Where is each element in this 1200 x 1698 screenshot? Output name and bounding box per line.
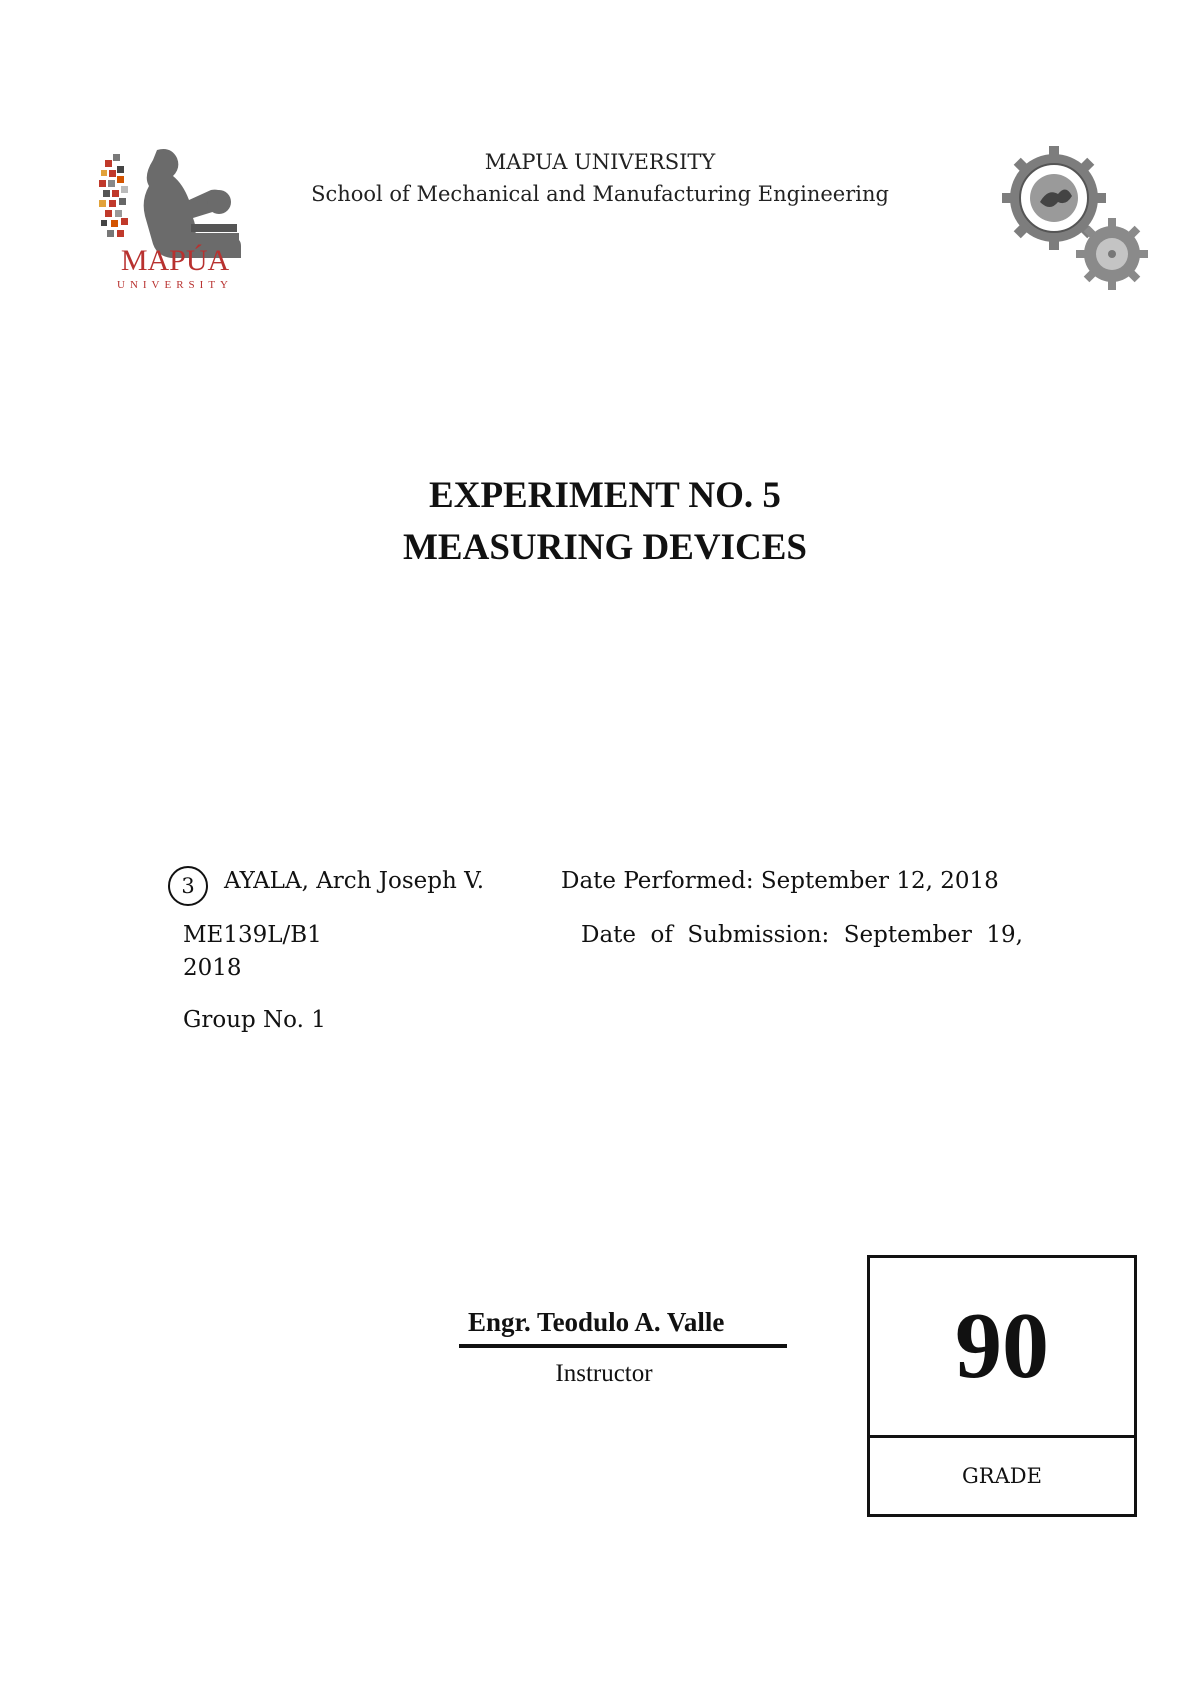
university-name: MAPUA UNIVERSITY	[484, 150, 716, 174]
date-submission-word: Submission:	[687, 922, 830, 948]
grade-label: GRADE	[962, 1464, 1042, 1488]
signature-line	[459, 1344, 787, 1348]
department-seal	[1002, 146, 1150, 294]
experiment-title	[300, 470, 910, 574]
mapua-logo-icon	[95, 140, 255, 300]
university-heading	[300, 146, 900, 210]
svg-text:UNIVERSITY: UNIVERSITY	[117, 279, 233, 291]
student-number-badge: 3	[168, 866, 208, 906]
experiment-name: MEASURING DEVICES	[403, 527, 807, 568]
date-submission-word: 19,	[986, 922, 1023, 948]
course-section: ME139L/B1	[183, 922, 322, 948]
instructor-name: Engr. Teodulo A. Valle	[468, 1307, 725, 1337]
date-submission-word: of	[650, 922, 673, 948]
date-submission-word: September	[843, 922, 972, 948]
school-name: School of Mechanical and Manufacturing Engineering	[311, 182, 889, 206]
date-submission-word: Date	[581, 922, 637, 948]
group-number: Group No. 1	[183, 1007, 326, 1033]
gear-seal-icon	[1002, 146, 1150, 294]
experiment-number: EXPERIMENT NO. 5	[429, 475, 781, 516]
svg-text:MAPÚA: MAPÚA	[120, 244, 230, 277]
date-submission	[581, 922, 1023, 948]
instructor-role: Instructor	[555, 1360, 653, 1387]
mapua-logo	[95, 140, 255, 300]
date-performed: Date Performed: September 12, 2018	[561, 868, 999, 894]
grade-score: 90	[955, 1294, 1049, 1398]
grade-box	[867, 1255, 1137, 1517]
student-name: AYALA, Arch Joseph V.	[224, 868, 485, 894]
date-submission-year: 2018	[183, 955, 242, 981]
